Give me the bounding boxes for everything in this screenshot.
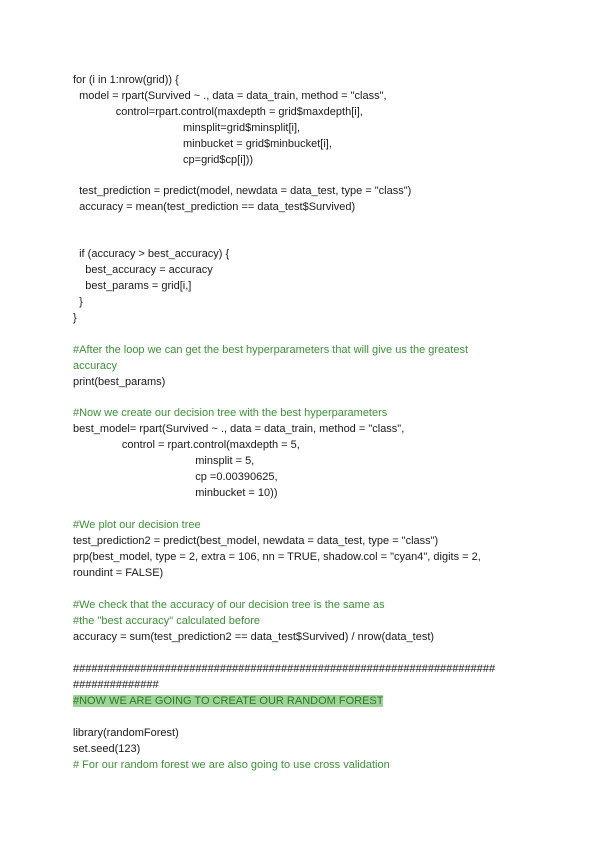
code-line: minsplit = 5, (73, 455, 255, 467)
comment-line: #We check that the accuracy of our decision tree is the same as (73, 599, 385, 611)
code-line: print(best_params) (73, 376, 166, 388)
separator-line: ##################################################################### (73, 663, 496, 675)
code-line: best_model= rpart(Survived ~ ., data = data_train, method = "class", (73, 423, 405, 435)
code-line: control = rpart.control(maxdepth = 5, (73, 439, 300, 451)
separator-line: ############## (73, 679, 159, 691)
code-line: library(randomForest) (73, 727, 179, 739)
code-line: accuracy = mean(test_prediction == data_test$Survived) (73, 201, 356, 213)
code-line: } (73, 296, 83, 308)
code-line: if (accuracy > best_accuracy) { (73, 248, 230, 260)
code-line: minbucket = grid$minbucket[i], (73, 138, 332, 150)
comment-line: #the "best accuracy" calculated before (73, 615, 260, 627)
code-line: cp=grid$cp[i])) (73, 154, 254, 166)
code-line: best_accuracy = accuracy (73, 264, 213, 276)
comment-line: accuracy (73, 360, 118, 372)
code-line: prp(best_model, type = 2, extra = 106, nn = TRUE, shadow.col = "cyan4", digits = 2, (73, 551, 481, 563)
code-line: minbucket = 10)) (73, 487, 278, 499)
code-line: for (i in 1:nrow(grid)) { (73, 74, 179, 86)
comment-line: # For our random forest we are also going to use cross validation (73, 759, 390, 771)
comment-line: #Now we create our decision tree with the best hyperparameters (73, 407, 388, 419)
comment-line: #We plot our decision tree (73, 519, 201, 531)
code-line: test_prediction = predict(model, newdata = data_test, type = "class") (73, 185, 412, 197)
code-line: } (73, 312, 77, 324)
code-line: test_prediction2 = predict(best_model, newdata = data_test, type = "class") (73, 535, 439, 547)
code-line: set.seed(123) (73, 743, 141, 755)
code-line: accuracy = sum(test_prediction2 == data_test$Survived) / nrow(data_test) (73, 631, 435, 643)
highlighted-heading: #NOW WE ARE GOING TO CREATE OUR RANDOM FOREST (73, 695, 384, 707)
comment-line: #After the loop we can get the best hyperparameters that will give us the greatest (73, 344, 469, 356)
code-line: minsplit=grid$minsplit[i], (73, 122, 301, 134)
code-line: roundint = FALSE) (73, 567, 164, 579)
code-line: control=rpart.control(maxdepth = grid$maxdepth[i], (73, 106, 363, 118)
code-line: model = rpart(Survived ~ ., data = data_train, method = "class", (73, 90, 387, 102)
code-line: cp =0.00390625, (73, 471, 278, 483)
code-line: best_params = grid[i,] (73, 280, 192, 292)
